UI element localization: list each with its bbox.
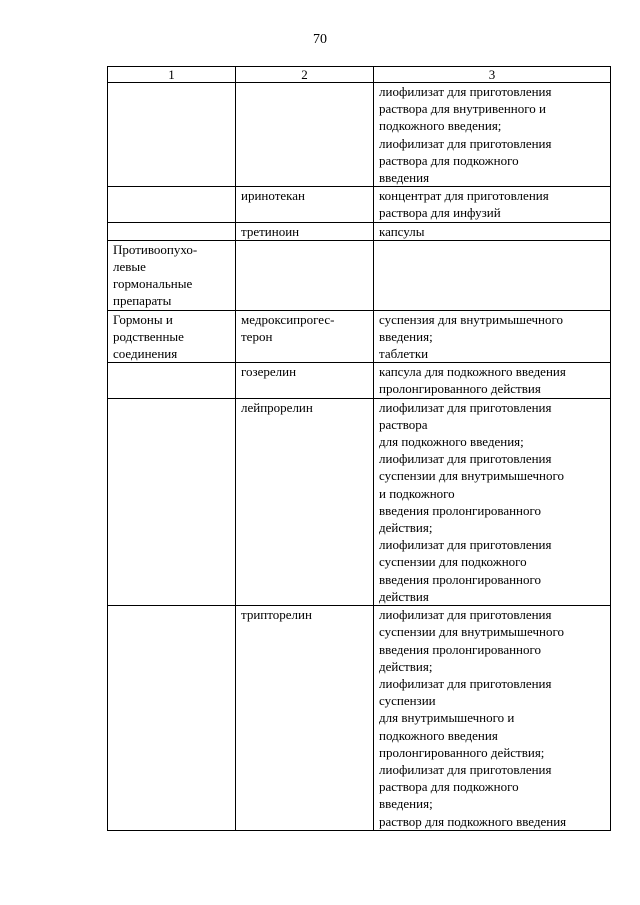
cell-text-line: лиофилизат для приготовления — [379, 451, 552, 467]
group-cell — [108, 187, 236, 222]
cell-text-line: раствора для инфузий — [379, 205, 501, 221]
cell-text-line: введения — [379, 170, 430, 186]
cell-text-line: и подкожного — [379, 485, 455, 501]
cell-text-line: подкожного введения — [379, 727, 498, 743]
drug-name-cell — [236, 363, 374, 398]
table-row — [108, 187, 611, 222]
cell-text-line: лиофилизат для приготовления — [379, 675, 552, 691]
dosage-forms-cell — [374, 398, 611, 605]
cell-text-line: левые — [113, 259, 146, 275]
group-cell — [108, 363, 236, 398]
cell-text-line: лиофилизат для приготовления — [379, 135, 552, 151]
cell-text-line: гормональные — [113, 276, 193, 292]
cell-text-line: раствора — [379, 416, 428, 432]
cell-text-line: раствор для подкожного введения — [379, 813, 567, 829]
group-cell — [108, 606, 236, 831]
cell-text-line: введения; — [379, 328, 433, 344]
dosage-forms-cell — [374, 187, 611, 222]
cell-text-line: Противоопухо- — [113, 241, 198, 257]
cell-text-line: введения пролонгированного — [379, 641, 542, 657]
dosage-forms-cell — [374, 363, 611, 398]
header-cell-3: 3 — [374, 67, 611, 83]
cell-text-line: родственные — [113, 328, 184, 344]
drug-name-cell — [236, 310, 374, 363]
cell-text-line: лиофилизат для приготовления — [379, 537, 552, 553]
drug-name-cell — [236, 83, 374, 187]
table-body — [108, 67, 611, 831]
cell-text-line: пролонгированного действия; — [379, 744, 545, 760]
dosage-forms-cell — [374, 222, 611, 240]
cell-text-line: суспензия для внутримышечного — [379, 311, 564, 327]
cell-text-line: подкожного введения; — [379, 118, 502, 134]
table-row — [108, 240, 611, 310]
table-row — [108, 363, 611, 398]
group-cell — [108, 310, 236, 363]
cell-text-line: Гормоны и — [113, 311, 173, 327]
cell-text-line: для подкожного введения; — [379, 434, 524, 450]
cell-text-line: действия — [379, 588, 429, 604]
cell-text-line: таблетки — [379, 346, 429, 362]
cell-text-line: капсула для подкожного введения — [379, 364, 566, 380]
drug-name-cell — [236, 398, 374, 605]
cell-text-line: введения; — [379, 796, 433, 812]
page-number: 70 — [313, 32, 327, 47]
cell-text-line: введения пролонгированного — [379, 571, 542, 587]
table-row — [108, 83, 611, 187]
cell-text-line: соединения — [113, 346, 178, 362]
header-cell-2: 2 — [236, 67, 374, 83]
cell-text-line: раствора для подкожного — [379, 152, 519, 168]
drug-name-cell — [236, 222, 374, 240]
group-cell — [108, 398, 236, 605]
cell-text-line: для внутримышечного и — [379, 710, 515, 726]
drug-table — [107, 66, 611, 831]
cell-text-line: раствора для внутривенного и — [379, 101, 546, 117]
cell-text-line: суспензии для внутримышечного — [379, 624, 564, 640]
group-cell — [108, 83, 236, 187]
cell-text-line: действия; — [379, 658, 433, 674]
drug-name-cell — [236, 187, 374, 222]
drug-name-cell — [236, 606, 374, 831]
header-cell-1: 1 — [108, 67, 236, 83]
cell-text-line: капсулы — [379, 223, 425, 239]
dosage-forms-cell — [374, 83, 611, 187]
cell-text-line: третиноин — [241, 223, 300, 239]
cell-text-line: суспензии — [379, 693, 436, 709]
table-row — [108, 398, 611, 605]
group-cell — [108, 240, 236, 310]
dosage-forms-cell — [374, 606, 611, 831]
cell-text-line: суспензии для подкожного — [379, 554, 527, 570]
cell-text-line: действия; — [379, 520, 433, 536]
cell-text-line: лиофилизат для приготовления — [379, 607, 552, 623]
cell-text-line: введения пролонгированного — [379, 502, 542, 518]
drug-name-cell — [236, 240, 374, 310]
table-header-row — [108, 67, 611, 83]
cell-text-line: гозерелин — [241, 364, 297, 380]
cell-text-line: иринотекан — [241, 188, 305, 204]
cell-text-line: трипторелин — [241, 607, 312, 623]
cell-text-line: лиофилизат для приготовления — [379, 84, 552, 99]
cell-text-line: суспензии для внутримышечного — [379, 468, 564, 484]
cell-text-line: концентрат для приготовления — [379, 188, 549, 204]
table-row — [108, 310, 611, 363]
table-row — [108, 606, 611, 831]
cell-text-line: пролонгированного действия — [379, 381, 541, 397]
group-cell — [108, 222, 236, 240]
cell-text-line: препараты — [113, 293, 172, 309]
cell-text-line: терон — [241, 328, 273, 344]
cell-text-line: медроксипрогес- — [241, 311, 335, 327]
cell-text-line: лиофилизат для приготовления — [379, 761, 552, 777]
dosage-forms-cell — [374, 240, 611, 310]
cell-text-line: раствора для подкожного — [379, 779, 519, 795]
table-row — [108, 222, 611, 240]
cell-text-line: лейпрорелин — [241, 399, 313, 415]
dosage-forms-cell — [374, 310, 611, 363]
cell-text-line: лиофилизат для приготовления — [379, 399, 552, 415]
